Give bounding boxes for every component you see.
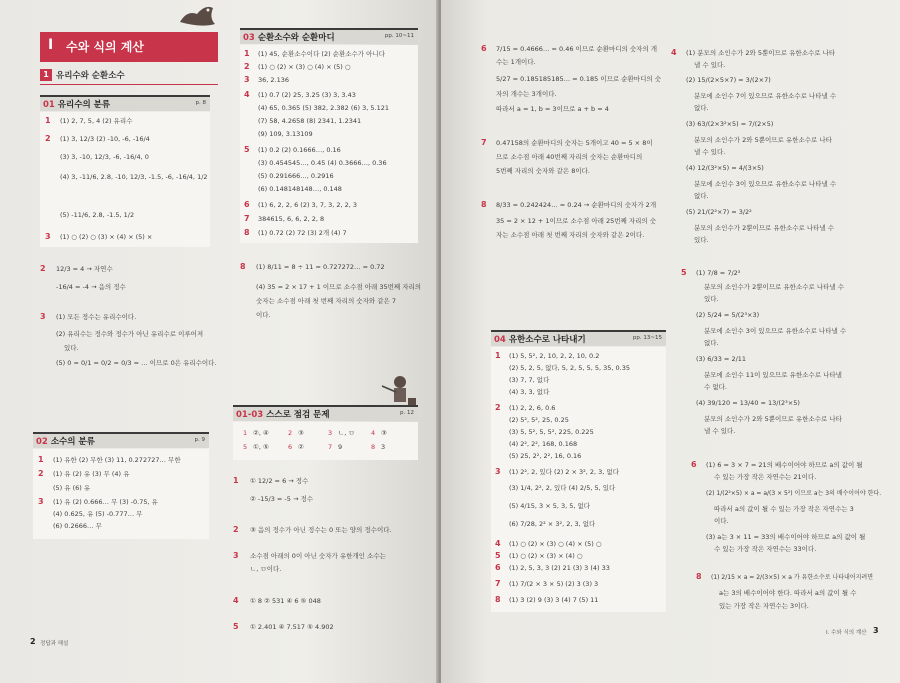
- left-q2-number: 2: [40, 264, 46, 273]
- unit-02-q3: 3: [38, 497, 44, 506]
- unit-03-line: (1) 45, 순환소수이다 (2) 순환소수가 아니다: [258, 50, 385, 58]
- unit-04-line: (2) 5, 2, 5, 없다, 5, 2, 5, 5, 5, 35, 0.35: [509, 364, 630, 372]
- unit-02-page: p. 9: [194, 437, 205, 443]
- far-q5-line: 분모에 소인수 3이 있으므로 유한소수로 나타낼 수: [704, 327, 847, 335]
- unit-04-line: (1) 5, 5², 2, 10, 2, 2, 10, 0.2: [509, 352, 600, 360]
- check-title: 스스로 점검 문제: [266, 410, 330, 420]
- far-q8-number: 8: [696, 572, 702, 581]
- check-grid-num: 5: [243, 443, 248, 451]
- left-q3-line: (5) 0 = 0/1 = 0/2 = 0/3 = … 이므로 0은 유리수이다.: [56, 359, 217, 367]
- unit-02-title: 소수의 분류: [50, 437, 95, 447]
- left-page-number: 2: [30, 637, 36, 646]
- unit-03-line: 36, 2.136: [258, 76, 290, 84]
- fox-illustration-icon: [175, 0, 220, 28]
- unit-01-header: [40, 95, 210, 111]
- unit-04-line: (2) 5², 5², 25, 0.25: [509, 416, 569, 424]
- far-q5-line: (2) 5/24 = 5/(2³×3): [696, 311, 760, 319]
- far-q8-line: (1) 2/15 × a = 2/(3×5) × a 가 유한소수로 나타내어지려면: [711, 574, 874, 581]
- check-grid-num: 6: [288, 443, 293, 451]
- chapter-number: I: [48, 37, 54, 53]
- mid-q8-line: (4) 35 = 2 × 17 + 1 이므로 소수점 아래 35번째 자리의: [256, 283, 422, 291]
- check-grid-ans: ②, ④: [253, 429, 269, 437]
- far-q4-line: (5) 21/(2²×7) = 3/2²: [686, 208, 752, 216]
- check-q1-line: ② -15/3 = -5 → 정수: [250, 495, 314, 503]
- check-q5-line: ① 2.401 ④ 7.517 ⑤ 4.902: [250, 623, 334, 631]
- check-grid-num: 2: [288, 429, 293, 437]
- far-q5-line: 분모에 소인수 11이 있으므로 유한소수로 나타낼: [704, 371, 842, 379]
- unit-03-q8: 8: [244, 228, 250, 237]
- left-q3-line: (2) 유리수는 정수와 정수가 아닌 유리수로 이루어져: [56, 330, 204, 338]
- unit-04-line: (5) 25, 2², 2², 16, 0.16: [509, 452, 582, 460]
- right-q6-number: 6: [481, 44, 487, 53]
- far-q5-line: 있다.: [704, 295, 719, 303]
- unit-04-q7: 7: [495, 579, 501, 588]
- far-q4-line: (2) 15/(2×5×7) = 3/(2×7): [686, 76, 771, 84]
- unit-04-line: (1) 2, 5, 3, 3 (2) 21 (3) 3 (4) 33: [509, 564, 610, 572]
- unit-04-title: 유한소수로 나타내기: [508, 335, 586, 345]
- check-grid-num: 1: [243, 429, 248, 437]
- unit-04-line: (1) ○ (2) × (3) ○ (4) × (5) ○: [509, 540, 602, 548]
- far-q4-line: 없다.: [694, 104, 709, 112]
- unit-01-answers: [40, 112, 210, 247]
- unit-04-q2: 2: [495, 403, 501, 412]
- unit-04-q4: 4: [495, 539, 501, 548]
- right-q6-line: 수는 1개이다.: [496, 58, 536, 66]
- far-q4-line: 분모에 소인수 3이 있으므로 유한소수로 나타낼 수: [694, 180, 837, 188]
- check-q1-line: ① 12/2 = 6 → 정수: [250, 477, 309, 485]
- unit-04-line: (5) 4/15, 3 × 5, 3, 5, 없다: [509, 502, 591, 510]
- section-number: 1: [40, 69, 52, 81]
- unit-02-line: (4) 0.625, 유 (5) -0.777… 무: [53, 510, 143, 518]
- unit-03-q3: 3: [244, 75, 250, 84]
- right-q6-line: 자의 개수는 3개이다.: [496, 90, 557, 98]
- unit-04-header: [491, 330, 666, 346]
- unit-04-line: (1) ○ (2) × (3) × (4) ○: [509, 552, 583, 560]
- check-q3-number: 3: [233, 551, 239, 560]
- right-footer-label: I. 수와 식의 계산: [826, 630, 867, 636]
- section-title: 유리수와 순환소수: [56, 71, 125, 81]
- unit-02-line: (5) 유 (6) 유: [53, 484, 91, 492]
- far-q5-line: (1) 7/8 = 7/2³: [696, 269, 741, 277]
- far-q4-line: 없다.: [694, 192, 709, 200]
- far-q6-line: (2) 1/(2²×5) × a = a/(3 × 5²) 이므로 a는 3의 배수이어야 한다.: [706, 490, 882, 497]
- check-page: p. 12: [400, 410, 414, 416]
- right-q7-line: 므로 소수점 아래 40번째 자리의 숫자는 순환마디의: [496, 153, 643, 161]
- unit-01-page: p. 8: [195, 100, 206, 106]
- far-q4-line: (3) 63/(2×3²×5) = 7/(2×5): [686, 120, 774, 128]
- unit-02-q1: 1: [38, 455, 44, 464]
- far-q4-line: 분모에 소인수 7이 있으므로 유한소수로 나타낼 수: [694, 92, 837, 100]
- check-q5-number: 5: [233, 622, 239, 631]
- far-q5-line: 수 없다.: [704, 383, 727, 391]
- unit-03-q2: 2: [244, 62, 250, 71]
- unit-01-q2: 2: [45, 134, 51, 143]
- right-q6-line: 5/27 = 0.185185185… = 0.185 이므로 순환마디의 숫: [496, 75, 661, 83]
- unit-03-line: 384615, 6, 6, 2, 2, 8: [258, 215, 325, 223]
- mid-q8-line: 이다.: [256, 311, 271, 319]
- unit-03-line: (6) 0.148148148…, 0.148: [258, 185, 342, 193]
- unit-02-line: (1) 유 (2) 유 (3) 무 (4) 유: [53, 470, 130, 478]
- unit-02-header: [33, 432, 209, 448]
- unit-03-line: (3) 0.454545…, 0.45 (4) 0.3666…, 0.36: [258, 159, 387, 167]
- unit-02-line: (1) 유한 (2) 무한 (3) 11, 0.272727… 무한: [53, 456, 181, 464]
- unit-01-line: (5) -11/6, 2.8, -1.5, 1/2: [60, 211, 135, 219]
- unit-04-line: (1) 2, 2, 6, 0.6: [509, 404, 556, 412]
- right-q6-line: 따라서 a = 1, b = 3이므로 a + b = 4: [496, 105, 609, 113]
- unit-04-line: (1) 7/(2 × 3 × 5) (2) 3 (3) 3: [509, 580, 599, 588]
- unit-02-line: (6) 0.2666… 무: [53, 522, 102, 530]
- unit-01-q1: 1: [45, 116, 51, 125]
- far-q6-line: 따라서 a의 값이 될 수 있는 가장 작은 자연수는 3: [714, 505, 854, 513]
- mid-q8-number: 8: [240, 262, 246, 271]
- unit-03-line: (9) 109, 3.13109: [258, 130, 313, 138]
- far-q6-line: 수 있는 가장 작은 자연수는 33이다.: [714, 545, 817, 553]
- unit-03-page: pp. 10~11: [384, 33, 414, 39]
- check-q4-line: ① 8 ② 531 ④ 6 ⑤ 048: [250, 597, 321, 605]
- section-heading: [40, 68, 218, 85]
- far-q5-number: 5: [681, 268, 687, 277]
- unit-03-line: (1) 0.7 (2) 25, 3.25 (3) 3, 3.43: [258, 91, 356, 99]
- check-q2-line: ③ 음의 정수가 아닌 정수는 0 또는 양의 정수이다.: [250, 526, 392, 534]
- unit-04-q6: 6: [495, 563, 501, 572]
- far-q6-line: (1) 6 = 3 × 7 = 21의 배수이어야 하므로 a의 값이 될: [706, 461, 863, 469]
- unit-04-line: (6) 7/28, 2² × 3², 2, 3, 없다: [509, 520, 596, 528]
- far-q4-line: 있다.: [694, 236, 709, 244]
- unit-04-q5: 5: [495, 551, 501, 560]
- unit-01-title: 유리수의 분류: [57, 100, 111, 110]
- far-q4-number: 4: [671, 48, 677, 57]
- unit-03-q4: 4: [244, 90, 250, 99]
- mid-q8-line: 숫자는 소수점 아래 첫 번째 자리의 숫자와 같은 7: [256, 297, 396, 305]
- unit-04-q3: 3: [495, 467, 501, 476]
- far-q5-line: (4) 39/120 = 13/40 = 13/(2³×5): [696, 399, 800, 407]
- far-q5-line: 분모의 소인수가 2와 5뿐이므로 유한소수로 나타: [704, 415, 842, 423]
- far-q5-line: (3) 6/33 = 2/11: [696, 355, 747, 363]
- unit-02-answers: [33, 449, 209, 539]
- unit-03-line: (1) 0.2 (2) 0.1666…, 0.16: [258, 146, 341, 154]
- right-q7-line: 0.47158의 순환마디의 숫자는 5개이고 40 = 5 × 8이: [496, 139, 653, 147]
- far-q8-line: 있는 가장 작은 자연수는 3이다.: [719, 602, 809, 610]
- check-grid-num: 3: [328, 429, 333, 437]
- right-q8-number: 8: [481, 200, 487, 209]
- far-q5-line: 분모의 소인수가 2뿐이므로 유한소수로 나타낼 수: [704, 283, 845, 291]
- check-grid-num: 4: [371, 429, 376, 437]
- unit-03-q7: 7: [244, 214, 250, 223]
- far-q6-number: 6: [691, 460, 697, 469]
- right-q8-line: 35 = 2 × 12 + 1이므로 소수점 아래 25번째 자리의 숫: [496, 217, 657, 225]
- unit-03-line: (7) 58, 4.2658 (8) 2341, 1.2341: [258, 117, 362, 125]
- far-q5-line: 낼 수 있다.: [704, 427, 736, 435]
- unit-04-q1: 1: [495, 351, 501, 360]
- unit-04-code: 04: [494, 335, 506, 345]
- far-q4-line: 분모의 소인수가 2뿐이므로 유한소수로 나타낼 수: [694, 224, 835, 232]
- chapter-title: 수와 식의 계산: [66, 40, 144, 54]
- left-q3-line: 있다.: [64, 344, 79, 352]
- unit-03-header: [240, 28, 418, 44]
- unit-03-line: (1) ○ (2) × (3) ○ (4) × (5) ○: [258, 63, 351, 71]
- unit-04-line: (1) 3 (2) 9 (3) 3 (4) 7 (5) 11: [509, 596, 599, 604]
- check-grid-ans: ②: [298, 443, 304, 451]
- right-page-number: 3: [873, 626, 879, 635]
- unit-01-line: (4) 3, -11/6, 2.8, -10, 12/3, -1.5, -6, -16/4, 1/2: [60, 173, 208, 181]
- check-grid-ans: ③: [381, 429, 387, 437]
- check-answer-grid: [233, 422, 418, 460]
- left-page: [0, 0, 438, 683]
- unit-03-line: (4) 65, 0.365 (5) 382, 2.382 (6) 3, 5.121: [258, 104, 389, 112]
- check-code: 01-03: [236, 410, 264, 420]
- unit-04-line: (4) 2², 2², 168, 0.168: [509, 440, 578, 448]
- far-q6-line: 이다.: [714, 517, 729, 525]
- unit-03-code: 03: [243, 33, 255, 43]
- unit-04-line: (3) 5, 5², 5, 5², 225, 0.225: [509, 428, 594, 436]
- unit-02-q2: 2: [38, 469, 44, 478]
- check-grid-ans: 3: [381, 443, 386, 451]
- unit-03-q6: 6: [244, 200, 250, 209]
- far-q4-line: (4) 12/(3²×5) = 4/(3×5): [686, 164, 764, 172]
- check-q3-line: ㄴ, ㅁ이다.: [250, 565, 282, 573]
- left-q2-line: -16/4 = -4 → 음의 정수: [56, 283, 126, 291]
- check-grid-ans: 9: [338, 443, 343, 451]
- check-header: [233, 405, 418, 421]
- unit-04-answers: [491, 347, 666, 612]
- far-q4-line: 분모의 소인수가 2와 5뿐이므로 유한소수로 나타: [694, 136, 832, 144]
- unit-02-line: (1) 유 (2) 0.666… 무 (3) -0.75, 유: [53, 498, 158, 506]
- check-grid-num: 8: [371, 443, 376, 451]
- check-grid-ans: ㄴ, ㅁ: [338, 429, 355, 437]
- unit-04-page: pp. 13~15: [632, 335, 662, 341]
- check-grid-ans: ③: [298, 429, 304, 437]
- left-footer-label: 정답과 해설: [40, 641, 69, 647]
- unit-04-q8: 8: [495, 595, 501, 604]
- unit-03-q5: 5: [244, 145, 250, 154]
- far-q4-line: (1) 분모의 소인수가 2와 5뿐이므로 유한소수로 나타: [686, 49, 836, 57]
- unit-03-answers: [240, 45, 418, 243]
- left-q3-number: 3: [40, 312, 46, 321]
- unit-03-q1: 1: [244, 49, 250, 58]
- unit-04-line: (3) 1/4, 2², 2, 있다 (4) 2/5, 5, 있다: [509, 484, 616, 492]
- unit-01-code: 01: [43, 100, 55, 110]
- unit-01-line: (1) ○ (2) ○ (3) × (4) × (5) ×: [60, 233, 153, 241]
- left-q3-line: (1) 모든 정수는 유리수이다.: [56, 313, 137, 321]
- right-q7-number: 7: [481, 138, 487, 147]
- left-q2-line: 12/3 = 4 → 자연수: [56, 265, 113, 273]
- check-grid-num: 7: [328, 443, 333, 451]
- check-q3-line: 소수점 아래의 0이 아닌 숫자가 유한개인 소수는: [250, 552, 386, 560]
- unit-04-line: (4) 3, 3, 없다: [509, 388, 550, 396]
- unit-01-line: (1) 3, 12/3 (2) -10, -6, -16/4: [60, 135, 150, 143]
- chapter-banner: [40, 32, 218, 62]
- unit-01-line: (3) 3, -10, 12/3, -6, -16/4, 0: [60, 153, 149, 161]
- check-q4-number: 4: [233, 596, 239, 605]
- far-q5-line: 없다.: [704, 339, 719, 347]
- right-q6-line: 7/15 = 0.4666… = 0.46 이므로 순환마디의 숫자의 개: [496, 45, 658, 53]
- far-q4-line: 낼 수 있다.: [694, 61, 726, 69]
- mid-q8-line: (1) 8/11 = 8 ÷ 11 = 0.727272… = 0.72: [256, 263, 385, 271]
- far-q6-line: 수 있는 가장 작은 자연수는 21이다.: [714, 473, 817, 481]
- unit-03-line: (1) 0.72 (2) 72 (3) 2개 (4) 7: [258, 229, 347, 237]
- check-q1-number: 1: [233, 476, 239, 485]
- right-q7-line: 5번째 자리의 숫자와 같은 8이다.: [496, 167, 590, 175]
- unit-02-code: 02: [36, 437, 48, 447]
- unit-03-line: (1) 6, 2, 2, 6 (2) 3, 7, 3, 2, 2, 3: [258, 201, 358, 209]
- right-q8-line: 8/33 = 0.242424… = 0.24 → 순환마디의 숫자가 2개: [496, 201, 657, 209]
- unit-01-q3: 3: [45, 232, 51, 241]
- right-page: [441, 0, 900, 683]
- far-q4-line: 낼 수 있다.: [694, 148, 726, 156]
- unit-04-line: (3) 7, 7, 없다: [509, 376, 550, 384]
- right-q8-line: 자는 소수점 아래 첫 번째 자리의 숫자와 같은 2이다.: [496, 231, 645, 239]
- far-q8-line: a는 3의 배수이어야 한다. 따라서 a의 값이 될 수: [719, 589, 857, 597]
- unit-01-line: (1) 2, 7, 5, 4 (2) 유리수: [60, 117, 133, 125]
- unit-04-line: (1) 2², 2, 있다 (2) 2 × 3², 2, 3, 없다: [509, 468, 619, 476]
- check-grid-ans: ①, ⑤: [253, 443, 269, 451]
- far-q6-line: (3) a는 3 × 11 = 33의 배수이어야 하므로 a의 값이 될: [706, 533, 866, 541]
- unit-03-title: 순환소수와 순환마디: [257, 33, 335, 43]
- check-q2-number: 2: [233, 525, 239, 534]
- unit-03-line: (5) 0.291666…, 0.2916: [258, 172, 334, 180]
